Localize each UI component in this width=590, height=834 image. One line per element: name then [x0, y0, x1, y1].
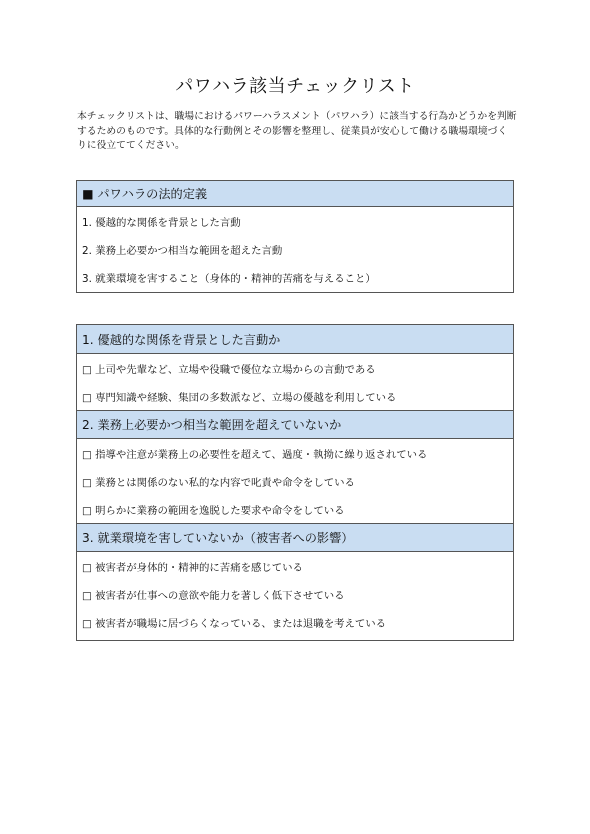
intro-paragraph: 本チェックリストは、職場におけるパワーハラスメント（パワハラ）に該当する行為かどうかを判断するためのものです。具体的な行動例とその影響を整理し、従業員が安心して働ける職場環境づくりに役立ててください。 [77, 111, 517, 151]
definition-item: 2. 業務上必要かつ相当な範囲を超えた言動 [82, 244, 283, 257]
definition-box [76, 180, 514, 293]
checklist-item[interactable]: □ 上司や先輩など、立場や役職で優位な立場からの言動である [82, 363, 376, 376]
checklist-box [76, 324, 514, 641]
definition-item: 1. 優越的な関係を背景とした言動 [82, 216, 241, 229]
checklist-item[interactable]: □ 明らかに業務の範囲を逸脱した要求や命令をしている [82, 504, 345, 517]
checklist-item[interactable]: □ 被害者が職場に居づらくなっている、または退職を考えている [82, 617, 387, 630]
checklist-item[interactable]: □ 専門知識や経験、集団の多数派など、立場の優越を利用している [82, 391, 397, 404]
checklist-item[interactable]: □ 被害者が仕事への意欲や能力を著しく低下させている [82, 589, 345, 602]
checklist-item[interactable]: □ 指導や注意が業務上の必要性を超えて、過度・執拗に繰り返されている [82, 448, 428, 461]
checklist-item[interactable]: □ 業務とは関係のない私的な内容で叱責や命令をしている [82, 476, 355, 489]
section-header-3: 3. 就業環境を害していないか（被害者への影響） [77, 523, 513, 552]
section-header-2: 2. 業務上必要かつ相当な範囲を超えていないか [77, 410, 513, 439]
section-header-1: 1. 優越的な関係を背景とした言動か [77, 325, 513, 354]
definition-header: ■ パワハラの法的定義 [77, 181, 513, 207]
checklist-item[interactable]: □ 被害者が身体的・精神的に苦痛を感じている [82, 561, 303, 574]
definition-item: 3. 就業環境を害すること（身体的・精神的苦痛を与えること） [82, 272, 376, 285]
page-title: パワハラ該当チェックリスト [175, 76, 415, 97]
